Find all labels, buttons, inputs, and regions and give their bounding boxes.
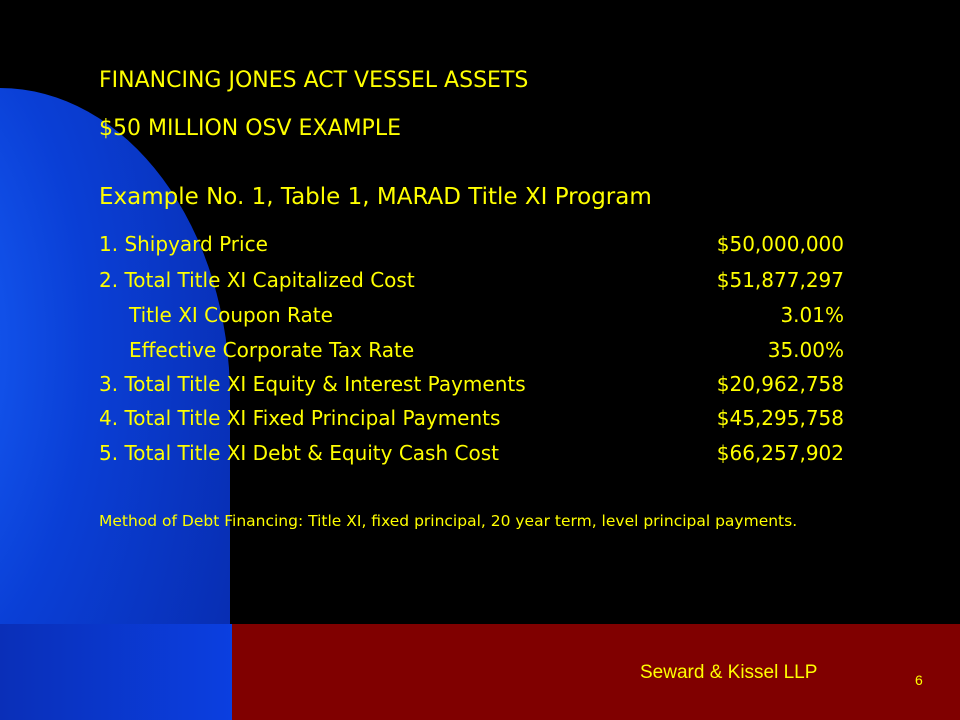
page-number: 6 <box>915 672 923 688</box>
row-value: $51,877,297 <box>716 268 844 292</box>
footer-firm-name: Seward & Kissel LLP <box>640 662 818 683</box>
row-label: 1. Shipyard Price <box>99 232 268 256</box>
slide-subtitle: Example No. 1, Table 1, MARAD Title XI Program <box>99 184 652 210</box>
row-label: 5. Total Title XI Debt & Equity Cash Cost <box>99 441 499 465</box>
row-label: 3. Total Title XI Equity & Interest Payments <box>99 372 526 396</box>
row-label: 2. Total Title XI Capitalized Cost <box>99 268 415 292</box>
row-value: $66,257,902 <box>716 441 844 465</box>
row-label: Title XI Coupon Rate <box>129 303 333 327</box>
row-label: Effective Corporate Tax Rate <box>129 338 415 362</box>
row-value: $50,000,000 <box>716 232 844 256</box>
slide-title-line1: FINANCING JONES ACT VESSEL ASSETS <box>99 68 529 93</box>
footer-band <box>232 624 960 720</box>
row-value: $20,962,758 <box>716 372 844 396</box>
row-value: $45,295,758 <box>716 406 844 430</box>
slide-title-line2: $50 MILLION OSV EXAMPLE <box>99 116 401 141</box>
blue-footer-strip <box>0 624 232 720</box>
row-value: 35.00% <box>767 338 844 362</box>
row-label: 4. Total Title XI Fixed Principal Payments <box>99 406 501 430</box>
row-value: 3.01% <box>780 303 844 327</box>
financing-method-note: Method of Debt Financing: Title XI, fixed principal, 20 year term, level principal payments. <box>99 512 798 530</box>
